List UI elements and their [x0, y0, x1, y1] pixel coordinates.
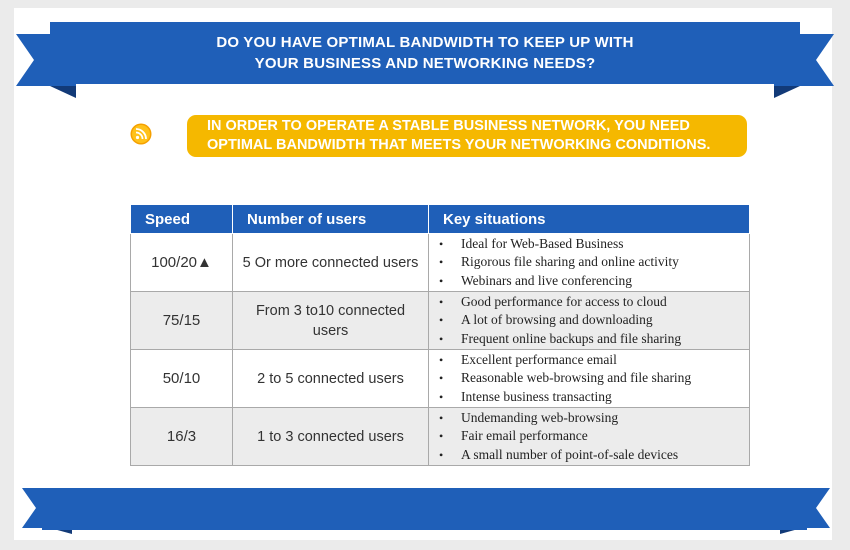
situations-list: [429, 351, 749, 407]
speed-cell: 75/15: [131, 292, 233, 350]
situation-item: • Frequent online backups and file sharing: [461, 330, 749, 349]
bandwidth-table: [130, 204, 750, 466]
users-cell: From 3 to10 connected users: [233, 292, 429, 350]
situation-item: • Fair email performance: [461, 427, 749, 446]
situations-list: [429, 409, 749, 465]
situations-list: [429, 235, 749, 291]
situation-item: • A lot of browsing and downloading: [461, 311, 749, 330]
situations-cell: [429, 292, 750, 350]
users-cell: 5 Or more connected users: [233, 234, 429, 292]
table-row: [131, 234, 750, 292]
speed-cell: 16/3: [131, 408, 233, 466]
table-row: [131, 408, 750, 466]
rss-icon: [130, 123, 152, 145]
situation-item: • Rigorous file sharing and online activity: [461, 253, 749, 272]
situation-item: • Webinars and live conferencing: [461, 272, 749, 291]
situation-item: • Reasonable web-browsing and file sharing: [461, 369, 749, 388]
header-speed: Speed: [131, 205, 233, 234]
situation-item: • A small number of point-of-sale devices: [461, 446, 749, 465]
situation-item: • Excellent performance email: [461, 351, 749, 370]
title-line-1: DO YOU HAVE OPTIMAL BANDWIDTH TO KEEP UP WITH: [216, 34, 634, 51]
speed-cell: 50/10: [131, 350, 233, 408]
situations-cell: [429, 234, 750, 292]
situation-item: • Undemanding web-browsing: [461, 409, 749, 428]
notice-line-2: OPTIMAL BANDWIDTH THAT MEETS YOUR NETWORKING CONDITIONS.: [207, 137, 711, 153]
situation-item: • Good performance for access to cloud: [461, 293, 749, 312]
header-users: Number of users: [233, 205, 429, 234]
situations-cell: [429, 408, 750, 466]
notice-banner: [187, 115, 747, 157]
speed-cell: 100/20▲: [131, 234, 233, 292]
situation-item: • Ideal for Web-Based Business: [461, 235, 749, 254]
situation-item: • Intense business transacting: [461, 388, 749, 407]
users-cell: 2 to 5 connected users: [233, 350, 429, 408]
table-header-row: [131, 205, 750, 234]
table-row: [131, 292, 750, 350]
users-cell: 1 to 3 connected users: [233, 408, 429, 466]
situations-cell: [429, 350, 750, 408]
footer-banner: [42, 488, 807, 530]
table-row: [131, 350, 750, 408]
title-banner: [50, 22, 800, 84]
title-line-2: YOUR BUSINESS AND NETWORKING NEEDS?: [254, 55, 596, 72]
situations-list: [429, 293, 749, 349]
header-situations: Key situations: [429, 205, 750, 234]
notice-line-1: IN ORDER TO OPERATE A STABLE BUSINESS NETWORK, YOU NEED: [207, 118, 690, 134]
